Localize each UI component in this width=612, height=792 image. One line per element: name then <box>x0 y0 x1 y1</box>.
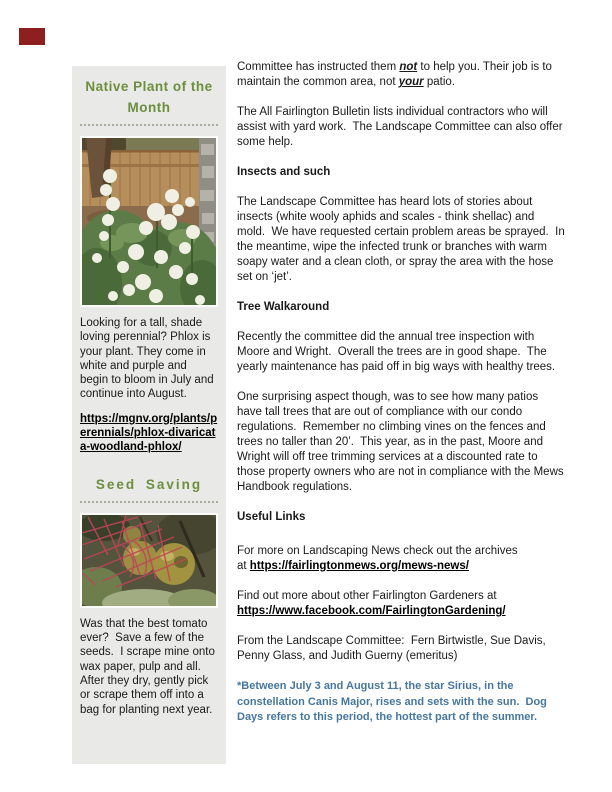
tree-paragraph-2: One surprising aspect though, was to see how many patios have tall trees that are out of compliance with our condo regulations. Remember no climbing vines on the fences and trees no taller than 20’. This year, as in the past, Moore and Wright will off tree trimming services at a discounted rate to those property owners who are not in compliance with the Mews Handbook regulations. <box>237 391 567 493</box>
mews-news-text-1: For more on Landscaping News check out the archives <box>237 545 518 557</box>
insects-paragraph: The Landscape Committee has heard lots of stories about insects (white wooly aphids and scales - think shellac) and mold. We have requested certain problem areas be sprayed. In the meantime, wipe the infected trunk or branches with warm soapy water and a clean cloth, or spray the area with the hose set on ‘jet’. <box>237 196 568 283</box>
insects-heading: Insects and such <box>237 166 331 178</box>
not-emphasis: not <box>399 61 418 73</box>
useful-links-heading: Useful Links <box>237 511 306 523</box>
mews-news-text-2: at <box>237 560 250 572</box>
phlox-description: Looking for a tall, shade loving perennial? Phlox is your plant. They come in white and purple and begin to bloom in July and continue into August. <box>80 317 217 401</box>
phlox-link[interactable]: https://mgnv.org/plants/perennials/phlox-divaricata-woodland-phlox/ <box>80 412 218 453</box>
facebook-paragraph <box>237 589 565 619</box>
seed-saving-description: Was that the best tomato ever? Save a few of the seeds. I scrape mine onto wax paper, pulp and all. After they dry, gently pick or scrape them off into a bag for planting next year. <box>80 617 219 716</box>
bulletin-paragraph: The All Fairlington Bulletin lists individual contractors who will assist with yard work. The Landscape Committee can also offer some help. <box>237 106 566 148</box>
intro-text-2: to help you. Their job is to maintain the common area, not <box>237 61 556 88</box>
tree-paragraph-1: Recently the committee did the annual tree inspection with Moore and Wright. Overall the trees are in good shape. The yearly maintenance has paid off in big ways with healthy trees. <box>237 331 556 373</box>
main-column <box>237 60 568 741</box>
mews-news-paragraph <box>237 544 565 574</box>
tomato-photo <box>80 513 218 608</box>
red-annotation-mark <box>19 28 45 45</box>
intro-text-3: patio. <box>423 76 455 88</box>
dotted-divider <box>80 124 218 126</box>
facebook-text: Find out more about other Fairlington Gardeners at <box>237 590 500 602</box>
intro-text-1: Committee has instructed them <box>237 61 400 73</box>
committee-credits: From the Landscape Committee: Fern Birtwistle, Sue Davis, Penny Glass, and Judith Guerny (emeritus) <box>237 635 549 662</box>
sidebar <box>72 66 226 764</box>
intro-paragraph <box>237 60 565 90</box>
phlox-photo <box>80 136 218 307</box>
native-plant-heading: Native Plant of the Month <box>85 79 217 115</box>
dog-days-footnote: *Between July 3 and August 11, the star Sirius, in the constellation Canis Major, rises and sets with the sun. Dog Days refers to this period, the hottest part of the summer. <box>237 680 550 723</box>
tree-walkaround-heading: Tree Walkaround <box>237 301 330 313</box>
your-emphasis: your <box>398 76 424 88</box>
seed-saving-heading: Seed Saving <box>95 476 203 492</box>
dotted-divider <box>80 501 218 503</box>
mews-news-link[interactable]: https://fairlingtonmews.org/mews-news/ <box>249 560 469 572</box>
facebook-link[interactable]: https://www.facebook.com/FairlingtonGardening/ <box>237 605 506 617</box>
